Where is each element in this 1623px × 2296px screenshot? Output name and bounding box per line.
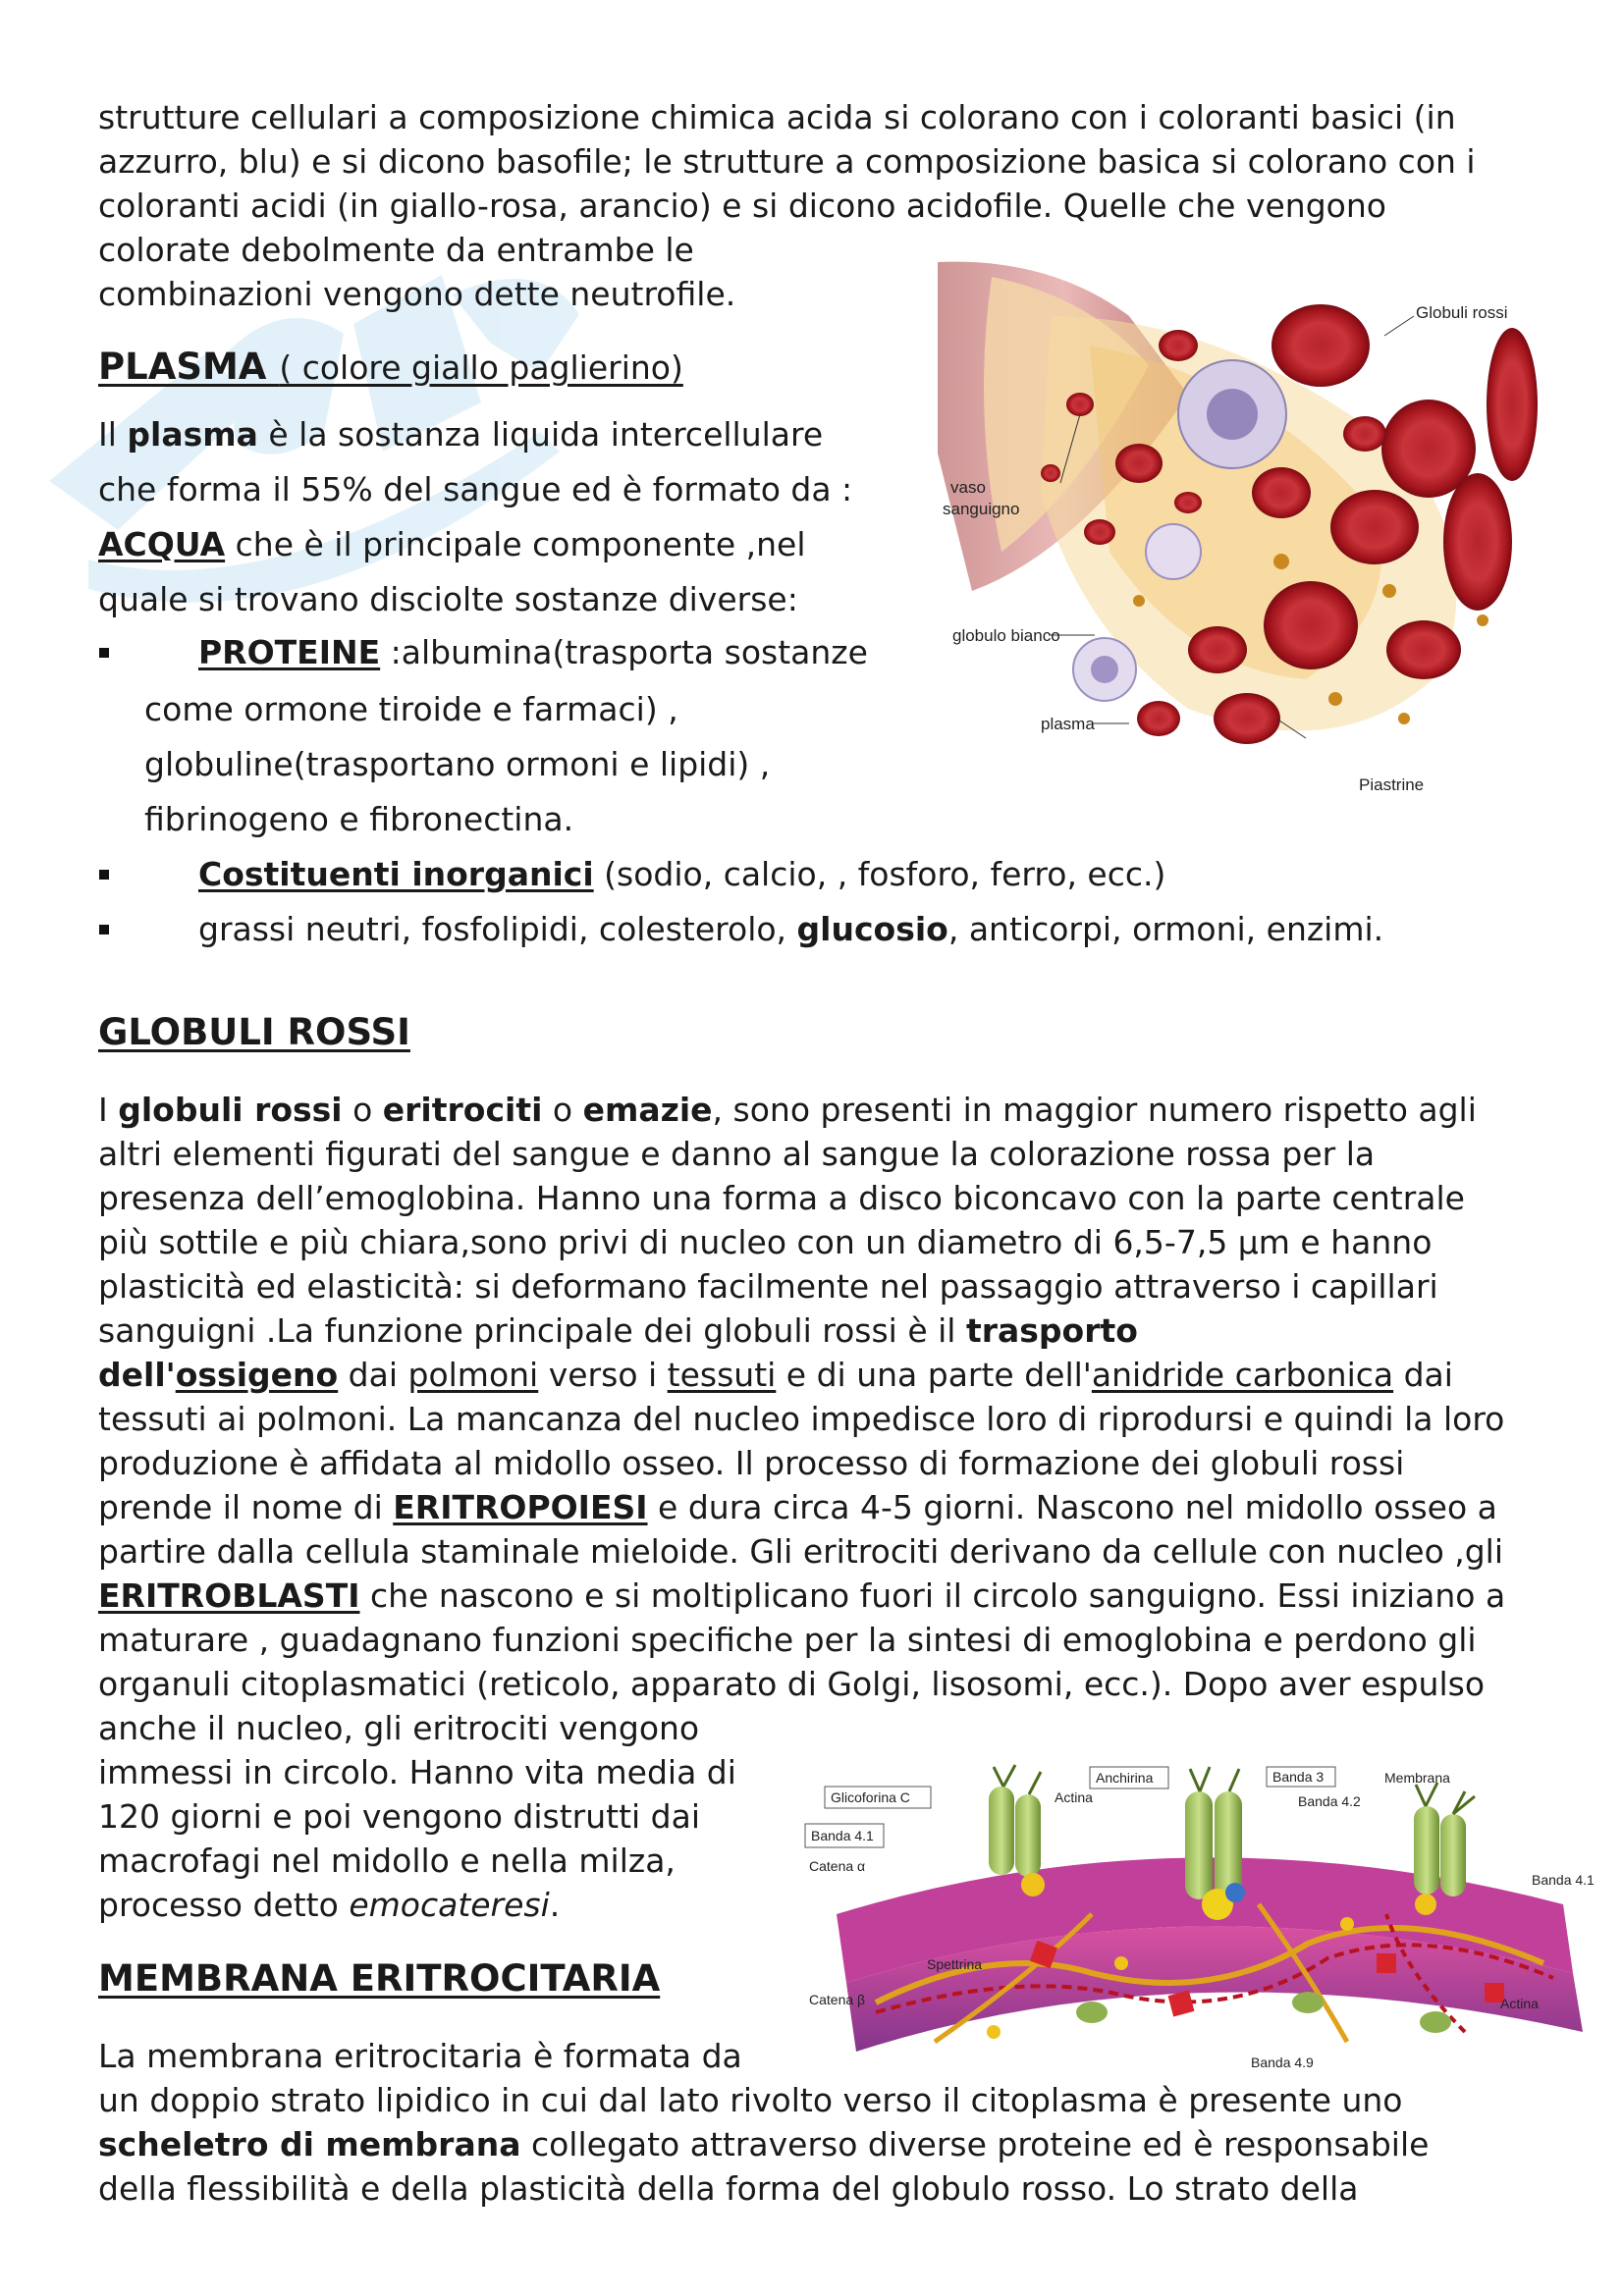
bullet-inorganici: Costituenti inorganici (sodio, calcio, , fosforo, ferro, ecc.) bbox=[198, 855, 1166, 893]
membrana-line: un doppio strato lipidico in cui dal lato rivolto verso il citoplasma è presente uno bbox=[98, 2081, 1403, 2119]
globuli-line: maturare , guadagnano funzioni specifiche per la sintesi di emoglobina e perdono gli bbox=[98, 1621, 1477, 1659]
membrana-line: scheletro di membrana collegato attraverso diverse proteine ed è responsabile bbox=[98, 2125, 1430, 2163]
label-membrana: Membrana bbox=[1384, 1770, 1450, 1786]
globuli-line: processo detto emocateresi. bbox=[98, 1886, 561, 1924]
label-banda3: Banda 3 bbox=[1272, 1769, 1325, 1785]
label-banda41-right: Banda 4.1 bbox=[1532, 1872, 1595, 1888]
blood-vessel-illustration bbox=[933, 257, 1542, 807]
label-actina-bottom: Actina bbox=[1500, 1996, 1539, 2011]
bullet-marker bbox=[99, 925, 109, 934]
plasma-line: Il plasma è la sostanza liquida intercellulare bbox=[98, 415, 824, 454]
membrana-line: La membrana eritrocitaria è formata da bbox=[98, 2037, 742, 2075]
label-actina-top: Actina bbox=[1055, 1789, 1093, 1805]
intro-line: coloranti acidi (in giallo-rosa, arancio) e si dicono acidofile. Quelle che vengono bbox=[98, 187, 1386, 225]
label-piastrine: Piastrine bbox=[1359, 775, 1425, 794]
globuli-line: organuli citoplasmatici (reticolo, apparato di Golgi, lisosomi, ecc.). Dopo aver espulso bbox=[98, 1665, 1486, 1703]
membrane-diagram bbox=[797, 1747, 1612, 2081]
intro-line: colorate debolmente da entrambe le bbox=[98, 231, 694, 269]
label-globuli-rossi: Globuli rossi bbox=[1416, 303, 1508, 322]
intro-line: strutture cellulari a composizione chimica acida si colorano con i coloranti basici (in bbox=[98, 98, 1456, 136]
intro-line: combinazioni vengono dette neutrofile. bbox=[98, 275, 736, 313]
globuli-line: sanguigni .La funzione principale dei globuli rossi è il trasporto bbox=[98, 1311, 1138, 1350]
membrana-heading: MEMBRANA ERITROCITARIA bbox=[98, 1957, 661, 2000]
globuli-line: dell'ossigeno dai polmoni verso i tessuti e di una parte dell'anidride carbonica dai bbox=[98, 1356, 1453, 1394]
plasma-heading: PLASMA ( colore giallo paglierino) bbox=[98, 346, 683, 388]
label-vaso: vaso bbox=[950, 478, 986, 497]
bullet-marker bbox=[99, 870, 109, 880]
plasma-line: che forma il 55% del sangue ed è formato da : bbox=[98, 470, 853, 508]
label-globulo-bianco: globulo bianco bbox=[952, 626, 1060, 645]
globuli-line: più sottile e più chiara,sono privi di nucleo con un diametro di 6,5-7,5 µm e hanno bbox=[98, 1223, 1433, 1261]
label-banda42: Banda 4.2 bbox=[1298, 1793, 1361, 1809]
globuli-line: altri elementi figurati del sangue e danno al sangue la colorazione rossa per la bbox=[98, 1135, 1376, 1173]
plasma-line: ACQUA che è il principale componente ,nel bbox=[98, 525, 806, 563]
label-catena-a: Catena α bbox=[809, 1858, 866, 1874]
label-anchirina: Anchirina bbox=[1096, 1770, 1154, 1786]
globuli-line: anche il nucleo, gli eritrociti vengono bbox=[98, 1709, 700, 1747]
globuli-line: ERITROBLASTI che nascono e si moltiplicano fuori il circolo sanguigno. Essi iniziano a bbox=[98, 1576, 1506, 1615]
label-spettrina: Spettrina bbox=[927, 1956, 983, 1972]
globuli-line: tessuti ai polmoni. La mancanza del nucleo impedisce loro di riprodursi e quindi la loro bbox=[98, 1400, 1505, 1438]
bullet-grassi: grassi neutri, fosfolipidi, colesterolo, glucosio, anticorpi, ormoni, enzimi. bbox=[198, 910, 1384, 948]
globuli-line: prende il nome di ERITROPOIESI e dura circa 4-5 giorni. Nascono nel midollo osseo a bbox=[98, 1488, 1497, 1526]
bullet-marker bbox=[99, 648, 109, 658]
label-banda49: Banda 4.9 bbox=[1251, 2055, 1314, 2070]
label-banda41-left: Banda 4.1 bbox=[811, 1828, 874, 1843]
globuli-line: 120 giorni e poi vengono distrutti dai bbox=[98, 1797, 701, 1836]
globuli-line: immessi in circolo. Hanno vita media di bbox=[98, 1753, 736, 1791]
label-glicoforina: Glicoforina C bbox=[831, 1789, 910, 1805]
globuli-line: partire dalla cellula staminale mieloide. Gli eritrociti derivano da cellule con nucleo ,gli bbox=[98, 1532, 1504, 1571]
globuli-line: presenza dell’emoglobina. Hanno una forma a disco biconcavo con la parte centrale bbox=[98, 1179, 1465, 1217]
label-sanguigno: sanguigno bbox=[943, 500, 1020, 518]
globuli-line: produzione è affidata al midollo osseo. Il processo di formazione dei globuli rossi bbox=[98, 1444, 1405, 1482]
globuli-heading: GLOBULI ROSSI bbox=[98, 1011, 410, 1053]
label-catena-b: Catena β bbox=[809, 1992, 866, 2007]
membrana-line: della flessibilità e della plasticità della forma del globulo rosso. Lo strato della bbox=[98, 2169, 1359, 2208]
plasma-line: quale si trovano disciolte sostanze diverse: bbox=[98, 580, 798, 618]
label-plasma: plasma bbox=[1041, 715, 1095, 733]
globuli-line: I globuli rossi o eritrociti o emazie, sono presenti in maggior numero rispetto agli bbox=[98, 1091, 1477, 1129]
bullet-proteine-cont: fibrinogeno e fibronectina. bbox=[144, 800, 574, 838]
bullet-proteine: PROTEINE :albumina(trasporta sostanze bbox=[198, 633, 868, 671]
bullet-proteine-cont: come ormone tiroide e farmaci) , bbox=[144, 690, 678, 728]
globuli-line: plasticità ed elasticità: si deformano facilmente nel passaggio attraverso i capillari bbox=[98, 1267, 1438, 1306]
bullet-proteine-cont: globuline(trasportano ormoni e lipidi) , bbox=[144, 745, 771, 783]
plasma-subtitle: ( colore giallo paglierino) bbox=[279, 348, 683, 387]
intro-line: azzurro, blu) e si dicono basofile; le strutture a composizione basica si colorano con i bbox=[98, 142, 1476, 181]
globuli-line: macrofagi nel midollo e nella milza, bbox=[98, 1842, 676, 1880]
